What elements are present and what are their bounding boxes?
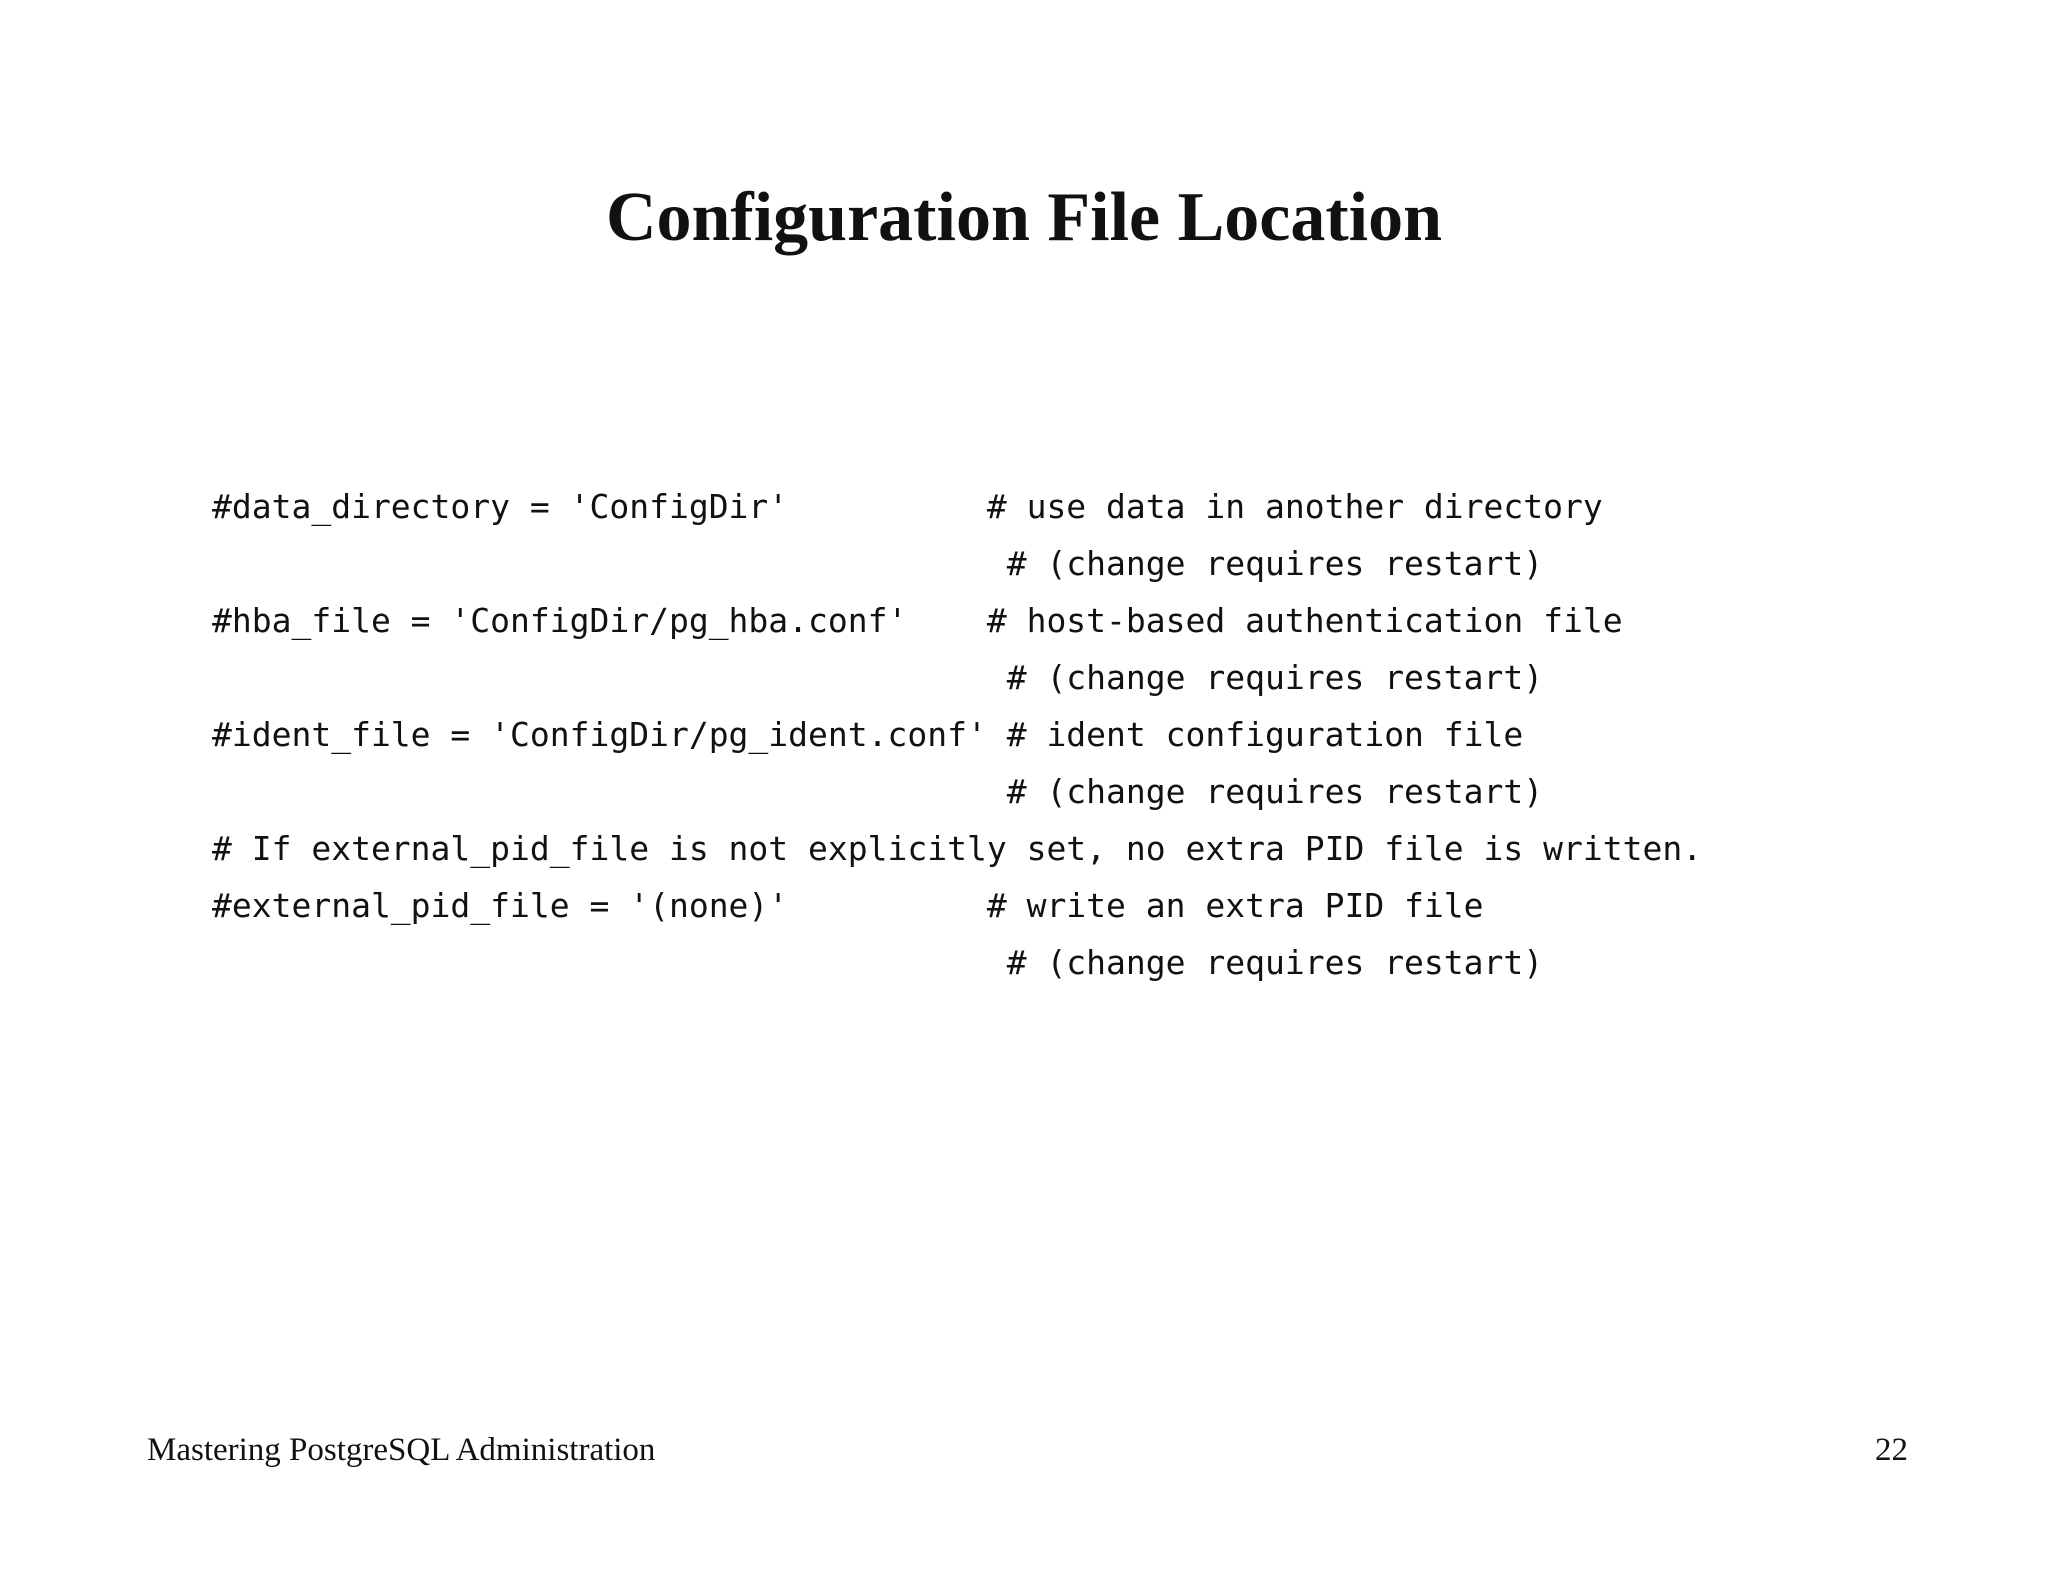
- code-line: # (change requires restart): [212, 772, 1544, 811]
- page-number: 22: [1875, 1432, 1908, 1468]
- code-line: # (change requires restart): [212, 943, 1544, 982]
- slide-title: Configuration File Location: [605, 179, 1443, 256]
- code-line: #data_directory = 'ConfigDir' # use data in another directory: [212, 487, 1603, 526]
- code-line: #external_pid_file = '(none)' # write an extra PID file: [212, 886, 1484, 925]
- config-code-block: [212, 478, 1702, 991]
- footer-title: Mastering PostgreSQL Administration: [147, 1432, 656, 1468]
- code-line: # (change requires restart): [212, 658, 1544, 697]
- code-line: # (change requires restart): [212, 544, 1544, 583]
- code-line: #ident_file = 'ConfigDir/pg_ident.conf' # ident configuration file: [212, 715, 1524, 754]
- code-line: # If external_pid_file is not explicitly set, no extra PID file is written.: [212, 829, 1703, 868]
- code-line: #hba_file = 'ConfigDir/pg_hba.conf' # host-based authentication file: [212, 601, 1623, 640]
